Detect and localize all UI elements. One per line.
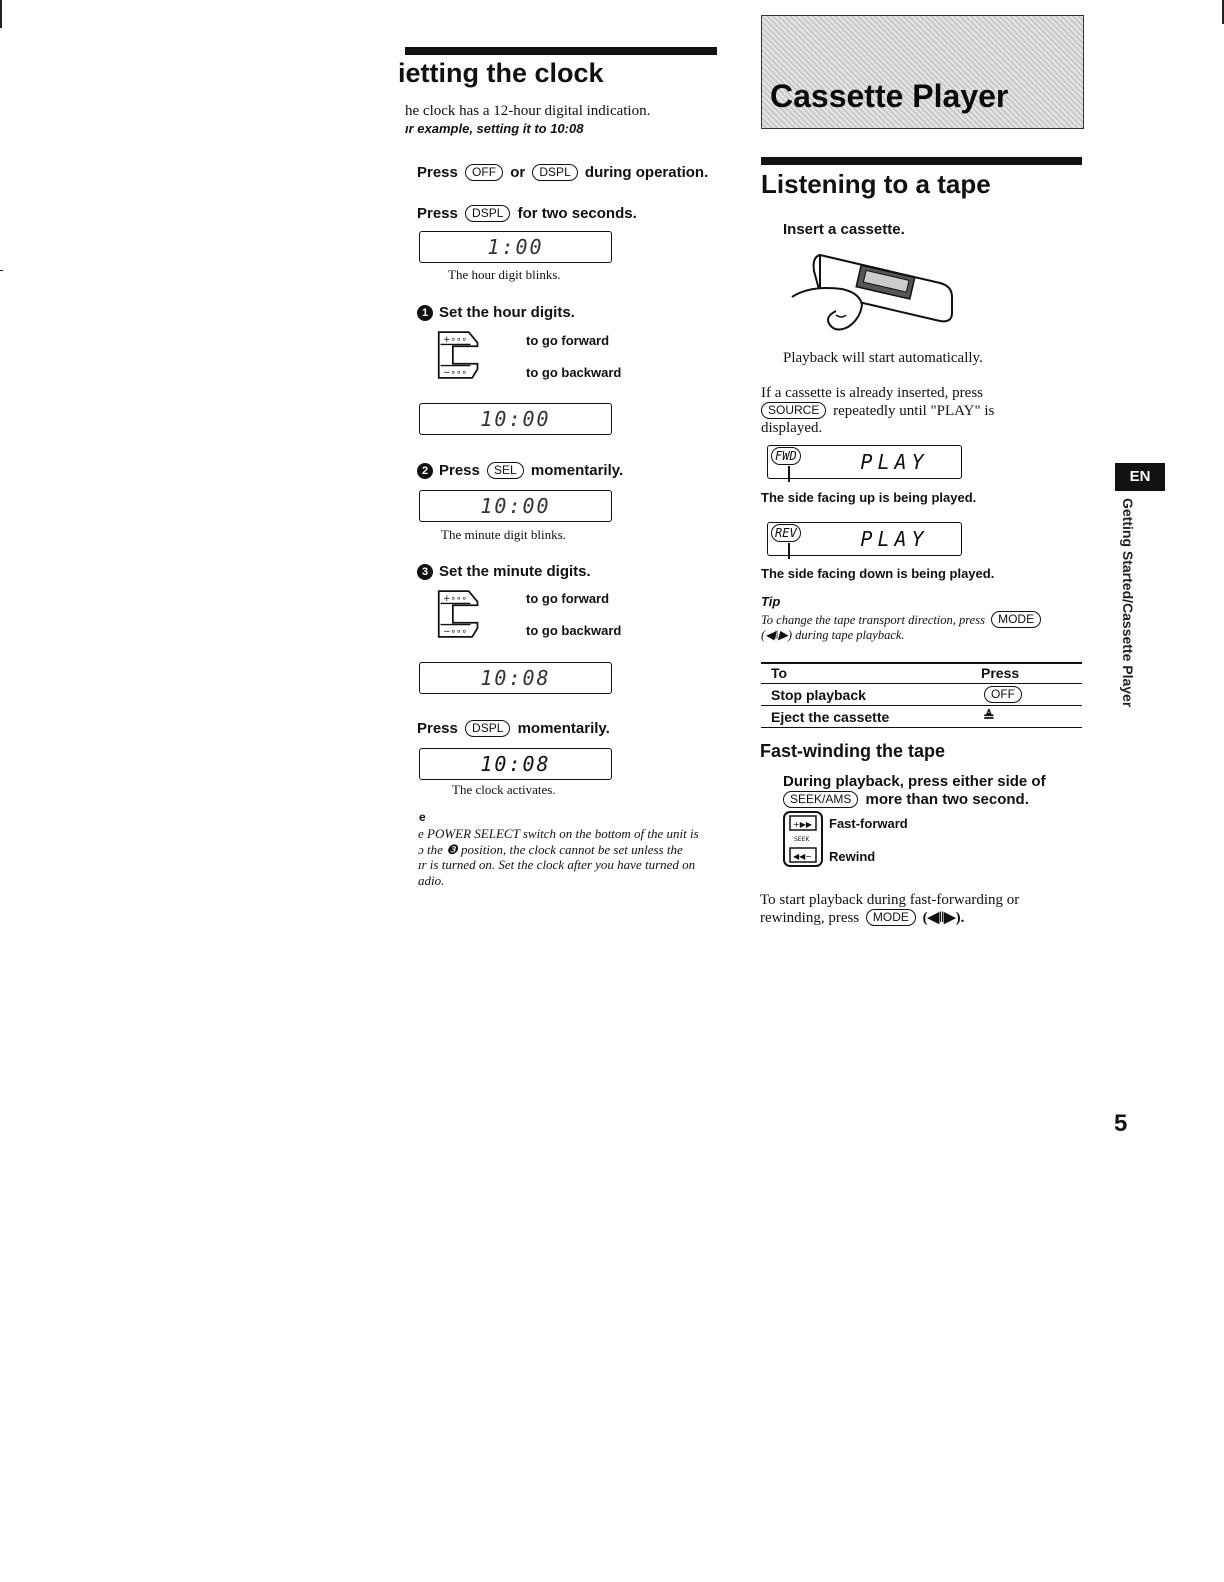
lcd-display-minute-blink	[419, 490, 612, 522]
off-button[interactable]: OFF	[984, 686, 1022, 703]
off-button[interactable]: OFF	[465, 164, 503, 181]
substep-hour	[417, 304, 575, 321]
table-cell-press	[971, 684, 1082, 706]
source-button[interactable]: SOURCE	[761, 402, 826, 419]
start-pb2-pre: rewinding, press	[760, 910, 860, 926]
step3-post: momentarily.	[517, 720, 610, 737]
note-body	[418, 826, 728, 888]
dspl-button[interactable]: DSPL	[465, 720, 510, 737]
section-side-label: Getting Started/Cassette Player	[1120, 498, 1136, 708]
sub1-label: Set the hour digits.	[439, 304, 575, 321]
lcd4-text: 10:08	[480, 666, 551, 690]
lcd-display-rev	[767, 522, 962, 556]
fwd-indicator-icon: FWD	[771, 447, 801, 465]
banner-title: Cassette Player	[770, 78, 1009, 114]
lcd2-text: 10:00	[480, 407, 551, 431]
note-line: e POWER SELECT switch on the bottom of the unit is	[418, 826, 699, 841]
tip-pre: To change the tape transport direction, press	[761, 613, 985, 627]
table-header-row	[761, 663, 1082, 684]
page-number: 5	[1114, 1110, 1128, 1137]
clock-intro: he clock has a 12-hour digital indication.	[405, 103, 651, 119]
cassette-insert-illustration	[790, 245, 960, 335]
lcd5-caption: The clock activates.	[452, 782, 556, 797]
dspl-button[interactable]: DSPL	[465, 205, 510, 222]
seek-ams-button[interactable]: SEEK/AMS	[783, 791, 858, 808]
rev-caption: The side facing down is being played.	[761, 566, 995, 581]
start-pb1: To start playback during fast-forwarding or	[760, 892, 1020, 908]
already-post: repeatedly until "PLAY" is	[833, 403, 995, 419]
substep-sel	[417, 462, 623, 479]
already-pre: If a cassette is already inserted, press	[761, 385, 983, 401]
lcd1-text: 1:00	[487, 235, 544, 259]
svg-text:−∘∘∘: −∘∘∘	[443, 368, 468, 379]
insert-instruction: Insert a cassette.	[783, 221, 905, 238]
lcd-display-clock	[419, 748, 612, 780]
svg-text:SEEK: SEEK	[794, 836, 810, 843]
step-number-3-icon: 3	[417, 564, 433, 580]
already-inserted-text	[761, 385, 1081, 437]
ff-instr2: more than two second.	[865, 791, 1029, 808]
svg-text:+∘∘∘: +∘∘∘	[443, 593, 468, 604]
step-number-2-icon: 2	[417, 463, 433, 479]
section-banner	[761, 15, 1084, 129]
tip-text	[761, 611, 1081, 643]
clock-example: ır example, setting it to 10:08	[405, 121, 584, 136]
lcd3-caption: The minute digit blinks.	[441, 527, 566, 542]
step1-mid: or	[510, 164, 526, 181]
auto-playback-text: Playback will start automatically.	[783, 350, 983, 366]
table-row	[761, 706, 1082, 728]
step-press-dspl-two-seconds	[417, 205, 637, 222]
mode-button[interactable]: MODE	[866, 909, 916, 926]
rocker2-backward-label: to go backward	[526, 623, 622, 638]
lcd-fwd-text: PLAY	[860, 450, 929, 474]
rev-indicator-icon: REV	[771, 524, 801, 542]
table-cell-to: Stop playback	[761, 684, 971, 706]
svg-text:+▶▶: +▶▶	[793, 820, 813, 829]
rocker2-forward-label: to go forward	[526, 591, 610, 606]
sel-button[interactable]: SEL	[487, 462, 524, 479]
scan-edge-mark	[0, 270, 3, 271]
lcd5-text: 10:08	[480, 752, 551, 776]
substep-minute	[417, 563, 591, 580]
fast-forward-label: Fast-forward	[829, 816, 908, 831]
section-title-tape: Listening to a tape	[761, 169, 991, 199]
ff-instr1: During playback, press either side of	[783, 773, 1046, 790]
fast-winding-instruction	[783, 773, 1046, 809]
section-title-clock: ietting the clock	[398, 58, 604, 88]
svg-text:+∘∘∘: +∘∘∘	[443, 334, 468, 345]
sub2-pre: Press	[439, 462, 480, 479]
title-rule-right	[761, 157, 1082, 165]
start-playback-text	[760, 892, 1080, 927]
start-pb2-post: (◀‖▶).	[922, 910, 965, 926]
operations-table	[761, 663, 1082, 728]
scan-edge-mark	[0, 0, 2, 28]
svg-text:◀◀−: ◀◀−	[793, 852, 813, 861]
tip-heading: Tip	[761, 594, 781, 609]
seek-rocker-icon[interactable]	[437, 329, 481, 381]
tip-line2: (◀‖▶) during tape playback.	[761, 628, 905, 642]
step-press-off-dspl	[417, 164, 708, 181]
lcd-display-hour-set	[419, 403, 612, 435]
mode-button[interactable]: MODE	[991, 611, 1041, 628]
note-line: ɪr is turned on. Set the clock after you have turned on	[418, 857, 696, 872]
note-heading: e	[419, 810, 426, 824]
step-press-dspl-activate	[417, 720, 610, 737]
step-number-1-icon: 1	[417, 305, 433, 321]
table-header-to: To	[761, 663, 971, 684]
note-line: ɔ the ❸ position, the clock cannot be set unless the	[418, 841, 683, 857]
lcd-display-minute-set	[419, 662, 612, 694]
rocker1-backward-label: to go backward	[526, 365, 622, 380]
eject-icon[interactable]: ≜	[971, 706, 1082, 728]
note-line: adio.	[418, 872, 445, 888]
rewind-label: Rewind	[829, 849, 876, 864]
rocker1-forward-label: to go forward	[526, 333, 610, 348]
step2-pre: Press	[417, 205, 458, 222]
step3-pre: Press	[417, 720, 458, 737]
step1-pre: Press	[417, 164, 458, 181]
table-header-press: Press	[971, 663, 1082, 684]
already-end: displayed.	[761, 420, 823, 436]
title-rule-left	[405, 47, 717, 55]
seek-ams-rocker-icon[interactable]	[782, 810, 824, 868]
step1-post: during operation.	[584, 164, 709, 181]
step2-post: for two seconds.	[517, 205, 637, 222]
table-cell-to: Eject the cassette	[761, 706, 971, 728]
lcd-pointer	[788, 466, 790, 482]
language-tab: EN	[1115, 463, 1165, 491]
table-row	[761, 684, 1082, 706]
lcd-display-fwd	[767, 445, 962, 479]
sub3-label: Set the minute digits.	[439, 563, 591, 580]
lcd1-caption: The hour digit blinks.	[448, 267, 561, 282]
lcd3-text: 10:00	[480, 494, 551, 518]
sub2-post: momentarily.	[530, 462, 624, 479]
seek-rocker-icon[interactable]	[437, 588, 481, 640]
fwd-caption: The side facing up is being played.	[761, 490, 977, 505]
fast-winding-title: Fast-winding the tape	[760, 741, 946, 761]
lcd-rev-text: PLAY	[860, 527, 929, 551]
dspl-button[interactable]: DSPL	[532, 164, 577, 181]
lcd-pointer	[788, 543, 790, 559]
lcd-display-hour-blink	[419, 231, 612, 263]
svg-text:−∘∘∘: −∘∘∘	[443, 627, 468, 638]
